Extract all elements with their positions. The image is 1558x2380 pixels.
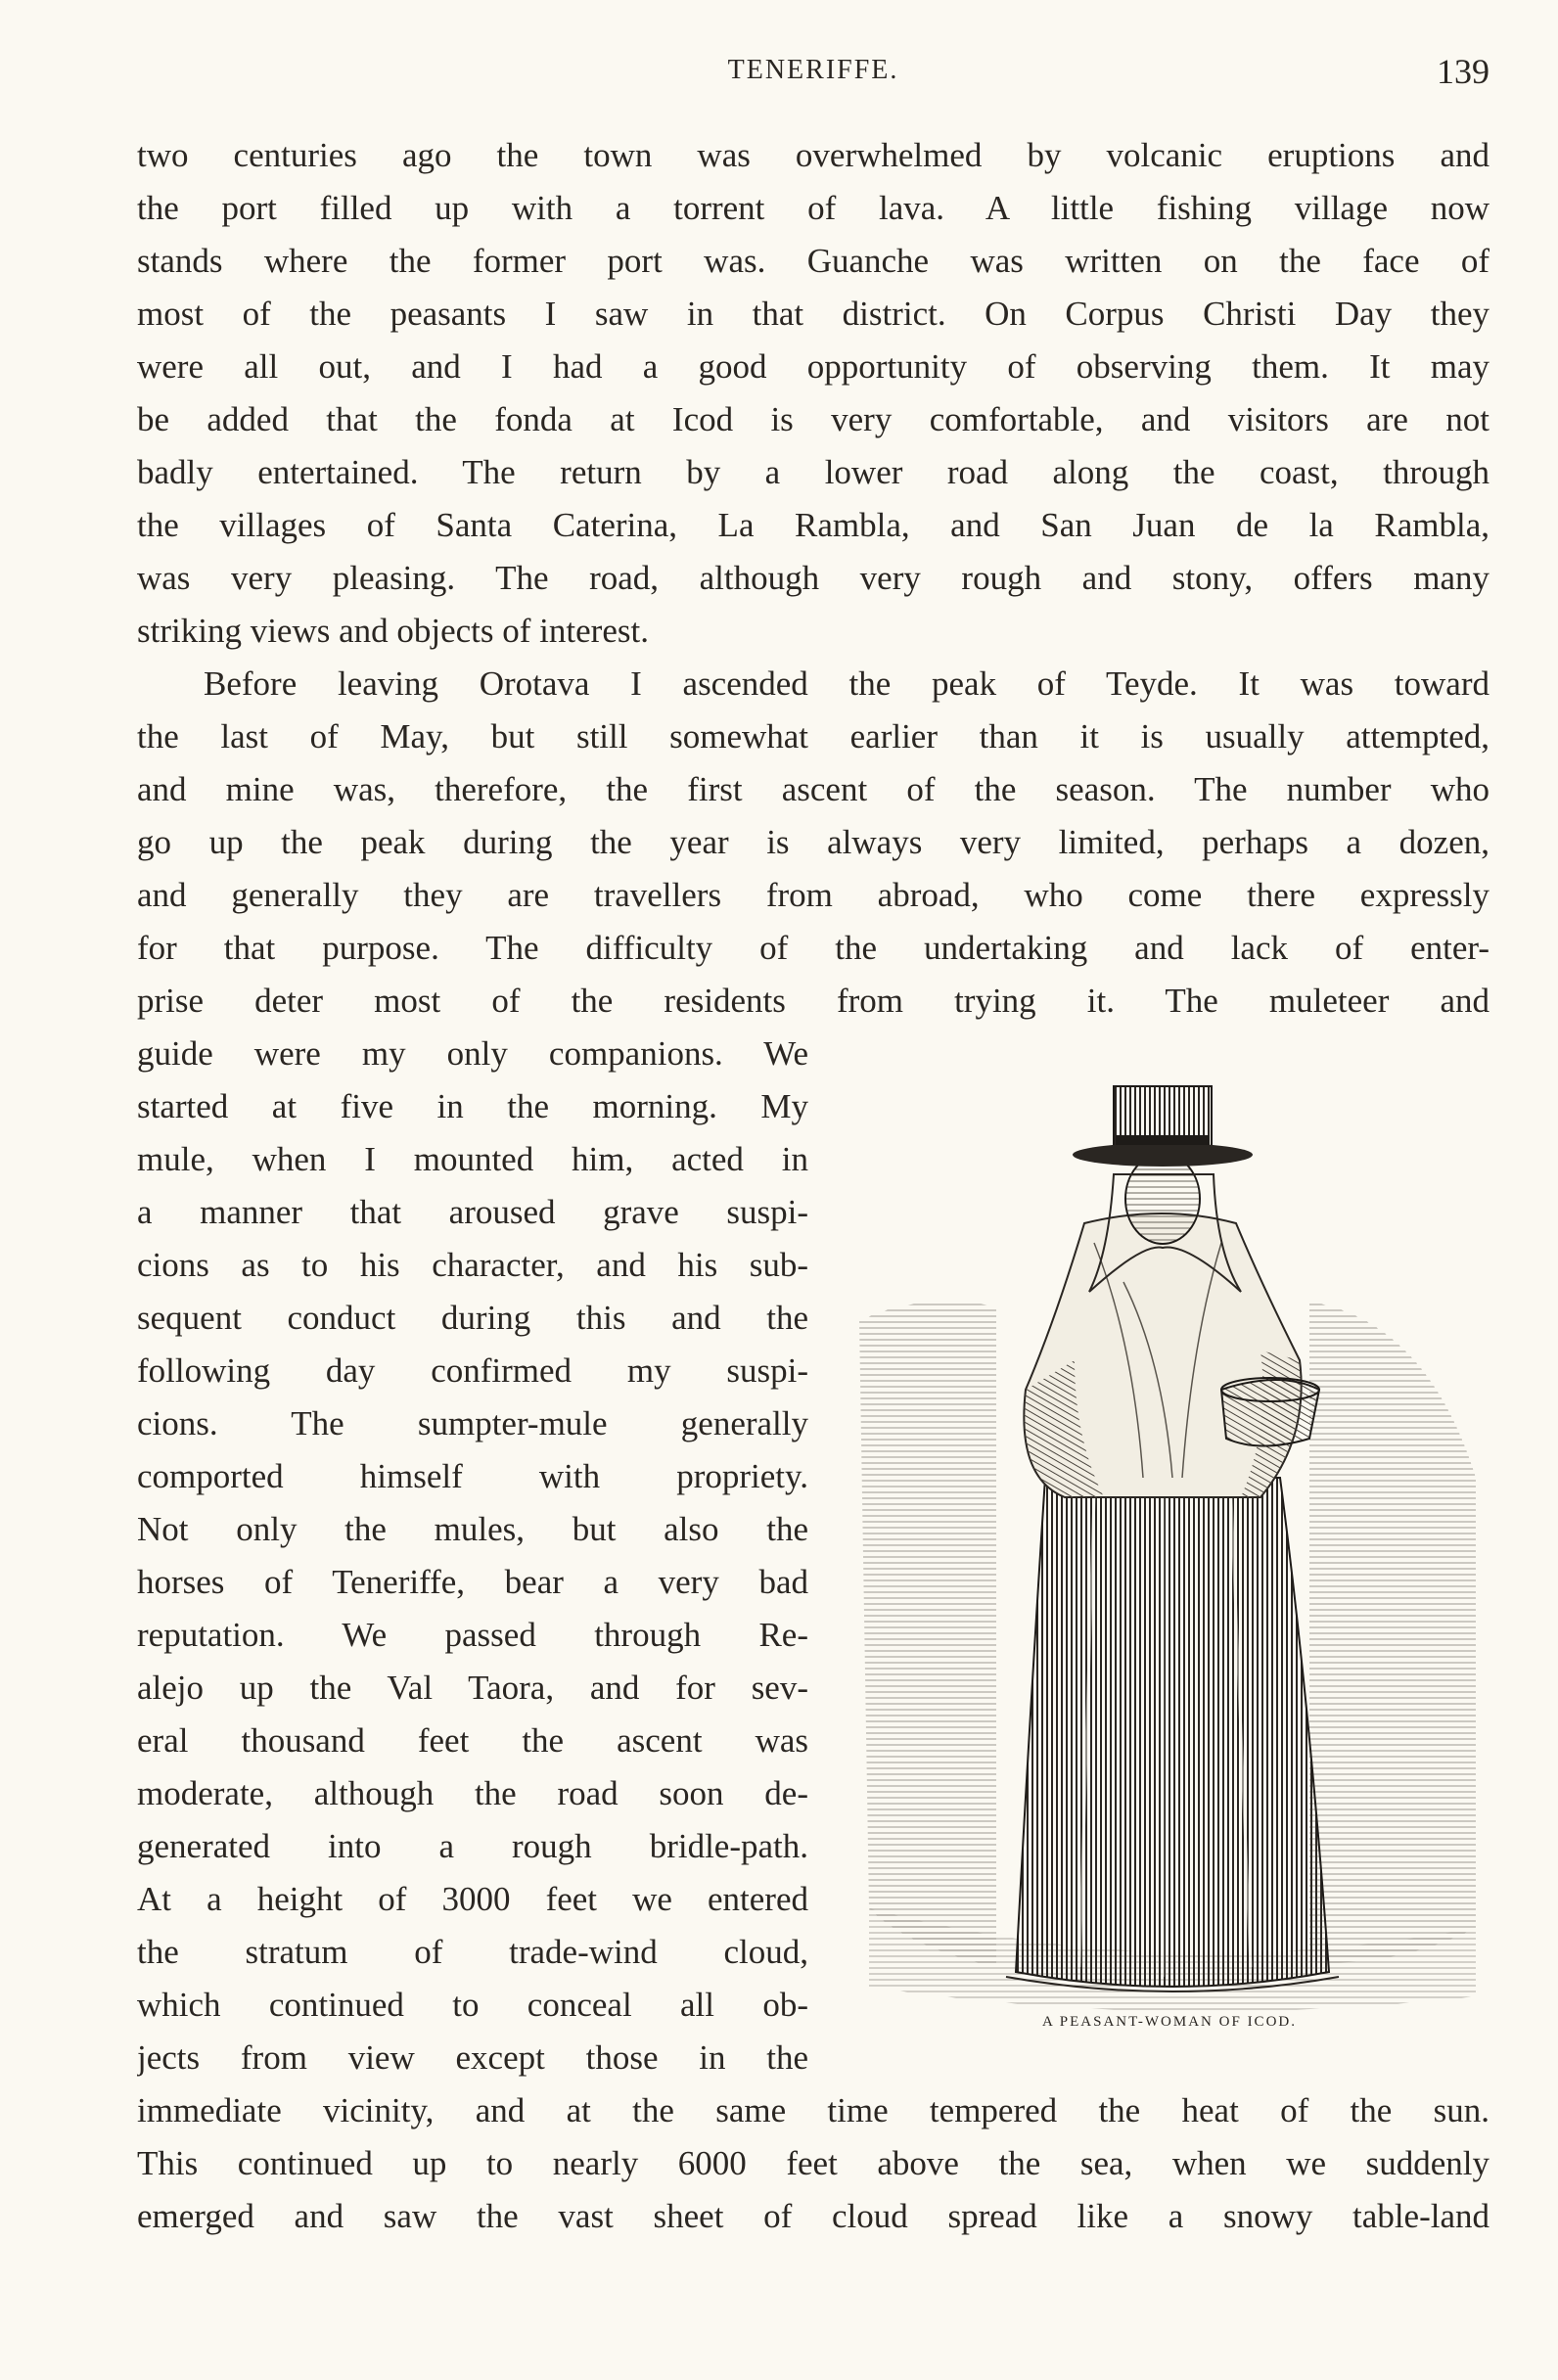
text-line: Before leaving Orotava I ascended the peak of Teyde. It was toward <box>204 664 1489 703</box>
text-line: the port filled up with a torrent of lava. A little fishing village now <box>137 189 1489 227</box>
body-text-bottom <box>137 2084 1489 2243</box>
text-line: go up the peak during the year is always very limited, perhaps a dozen, <box>137 823 1489 861</box>
text-line: stands where the former port was. Guanche was written on the face of <box>137 242 1489 280</box>
text-line: mule, when I mounted him, acted in <box>137 1140 808 1178</box>
text-line: sequent conduct during this and the <box>137 1299 808 1337</box>
running-head <box>137 51 1489 90</box>
text-line: and mine was, therefore, the first ascent of the season. The number who <box>137 770 1489 808</box>
text-line: following day confirmed my suspi- <box>137 1351 808 1390</box>
text-line: eral thousand feet the ascent was <box>137 1721 808 1760</box>
text-line: for that purpose. The difficulty of the undertaking and lack of enter- <box>137 929 1489 967</box>
text-line: which continued to conceal all ob- <box>137 1986 808 2024</box>
page-number: 139 <box>1437 52 1489 91</box>
text-line: striking views and objects of interest. <box>137 612 649 650</box>
text-line: two centuries ago the town was overwhelmed by volcanic eruptions and <box>137 136 1489 174</box>
text-line: cions. The sumpter-mule generally <box>137 1404 808 1442</box>
peasant-woman-illustration <box>849 1067 1489 2036</box>
skirt <box>1016 1478 1329 1987</box>
text-line: and generally they are travellers from abroad, who come there expressly <box>137 876 1489 914</box>
text-line: was very pleasing. The road, although very rough and stony, offers many <box>137 559 1489 597</box>
face <box>1125 1154 1200 1244</box>
hat <box>1073 1086 1253 1167</box>
text-line: badly entertained. The return by a lower road along the coast, through <box>137 453 1489 491</box>
text-line: the stratum of trade-wind cloud, <box>137 1933 808 1971</box>
text-line: This continued up to nearly 6000 feet above the sea, when we suddenly <box>137 2144 1489 2182</box>
running-head-title: TENERIFFE. <box>727 55 899 85</box>
text-line: Not only the mules, but also the <box>137 1510 808 1548</box>
text-line: jects from view except those in the <box>137 2038 808 2077</box>
text-line: be added that the fonda at Icod is very comfortable, and visitors are not <box>137 400 1489 438</box>
text-line: moderate, although the road soon de- <box>137 1774 808 1812</box>
text-line: emerged and saw the vast sheet of cloud spread like a snowy table-land <box>137 2197 1489 2235</box>
figure-caption: A PEASANT-WOMAN OF ICOD. <box>1042 2014 1297 2030</box>
body-text-wrapped <box>137 1028 808 2084</box>
text-line: alejo up the Val Taora, and for sev- <box>137 1669 808 1707</box>
text-line: immediate vicinity, and at the same time tempered the heat of the sun. <box>137 2091 1489 2129</box>
basket <box>1221 1378 1319 1446</box>
body-text-top <box>137 129 1489 1028</box>
text-line: At a height of 3000 feet we entered <box>137 1880 808 1918</box>
text-line: the villages of Santa Caterina, La Rambla, and San Juan de la Rambla, <box>137 506 1489 544</box>
text-line: the last of May, but still somewhat earlier than it is usually attempted, <box>137 717 1489 755</box>
text-line: comported himself with propriety. <box>137 1457 808 1495</box>
text-line: guide were my only companions. We <box>137 1034 808 1073</box>
text-line: were all out, and I had a good opportunity of observing them. It may <box>137 347 1489 386</box>
text-line: started at five in the morning. My <box>137 1087 808 1125</box>
text-line: generated into a rough bridle-path. <box>137 1827 808 1865</box>
text-line: prise deter most of the residents from trying it. The muleteer and <box>137 982 1489 1020</box>
text-line: most of the peasants I saw in that district. On Corpus Christi Day they <box>137 295 1489 333</box>
text-line: reputation. We passed through Re- <box>137 1616 808 1654</box>
text-line: cions as to his character, and his sub- <box>137 1246 808 1284</box>
text-line: a manner that aroused grave suspi- <box>137 1193 808 1231</box>
text-line: horses of Teneriffe, bear a very bad <box>137 1563 808 1601</box>
